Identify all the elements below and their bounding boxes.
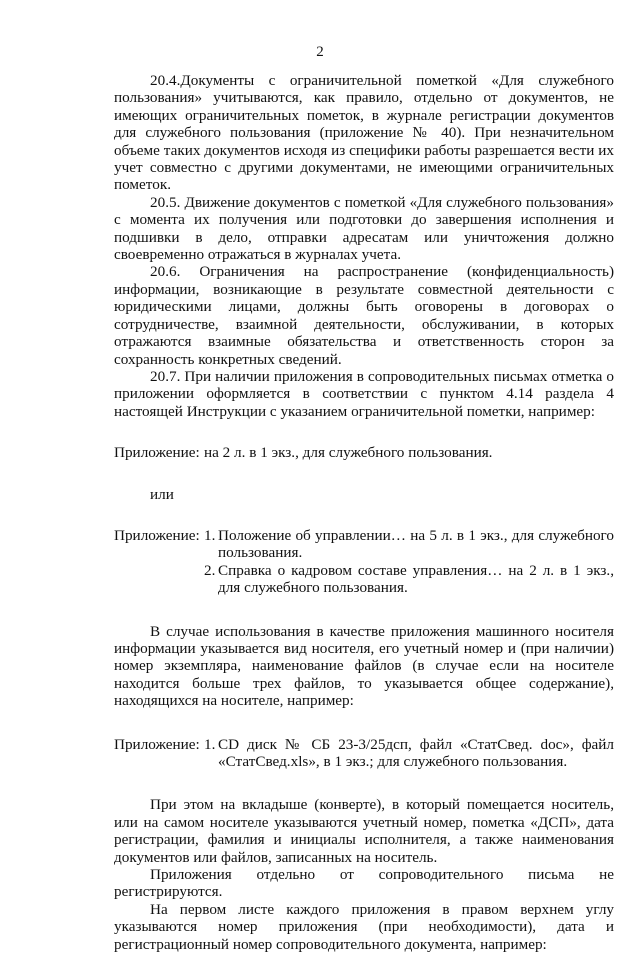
paragraph-20-7: 20.7. При наличии приложения в сопроводительных письмах отметка о приложении оформляется в соответствии с пунктом 4.14 раздела 4 настоящей Инструкции с указанием ограничительной пометки, например: [114, 367, 614, 420]
list-item-number: 2. [204, 561, 216, 579]
paragraph-20-5: 20.5. Движение документов с пометкой «Для служебного пользования» с момента их получения или подготовки до завершения исполнения и подшивки в дело, отправки адресатам или уничтожения должно своевременно отражаться в журналах учета. [114, 193, 614, 264]
paragraph-first-sheet: На первом листе каждого приложения в правом верхнем углу указываются номер приложения (при необходимости), дата и регистрационный номер сопроводительного документа, например: [114, 900, 614, 953]
list-item-number: 1. [204, 735, 216, 753]
list-item-number: 1. [204, 526, 216, 544]
paragraph-envelope: При этом на вкладыше (конверте), в который помещается носитель, или на самом носителе указываются учетный номер, пометка «ДСП», дата регистрации, фамилия и инициалы исполнителя, а также наименования документов или файлов, записанных на носитель. [114, 796, 614, 866]
list-item-text: CD диск № СБ 23-3/25дсп, файл «СтатСвед. doc», файл «СтатСвед.xls», в 1 экз.; для служебного пользования. [218, 735, 614, 770]
or-text: или [150, 485, 174, 503]
list-item [204, 562, 614, 597]
list-item [204, 527, 614, 562]
paragraph-media: В случае использования в качестве приложения машинного носителя информации указывается вид носителя, его учетный номер и (при наличии) номер экземпляра, наименование файлов (в случае если на носителе находится больше трех файлов, то указывается общее содержание), находящихся на носителе, например: [114, 622, 614, 710]
paragraph-20-6: 20.6. Ограничения на распространение (конфиденциальность) информации, возникающие в результате совместной деятельности с юридическими лицами, должны быть оговорены в договорах о сотрудничестве, взаимной деятельности, обслуживании, в которых отражаются взаимные обязательства и ответственность сторон за сохранность конкретных сведений. [114, 263, 614, 368]
attachment-text: на 2 л. в 1 экз., для служебного пользования. [204, 444, 493, 462]
page-number: 2 [316, 44, 324, 60]
list-item-text: Справка о кадровом составе управления… на 2 л. в 1 экз., для служебного пользования. [218, 561, 614, 597]
paragraph-20-4: 20.4.Документы с ограничительной пометкой «Для служебного пользования» учитываются, как правило, отдельно от документов, не имеющих ограничительных пометок, в журнале регистрации документов для служебного пользования (приложение № 40). При незначительном объеме таких документов исходя из специфики работы разрешается вести их учет совместно с другими документами, не имеющими ограничительных пометок. [114, 72, 614, 194]
paragraph-no-registration: Приложения отдельно от сопроводительного письма не регистрируются. [114, 866, 614, 901]
example-attachment-1 [114, 444, 614, 461]
attachment-label: Приложение: [114, 526, 200, 544]
attachment-label: Приложение: [114, 444, 200, 462]
document-body [114, 72, 614, 953]
attachment-list [204, 736, 614, 771]
list-item-text: Положение об управлении… на 5 л. в 1 экз., для служебного пользования. [218, 526, 614, 562]
attachment-list [204, 527, 614, 597]
attachment-label: Приложение: [114, 735, 200, 753]
list-item [204, 736, 614, 771]
example-attachment-2 [114, 527, 614, 597]
example-attachment-3 [114, 736, 614, 771]
